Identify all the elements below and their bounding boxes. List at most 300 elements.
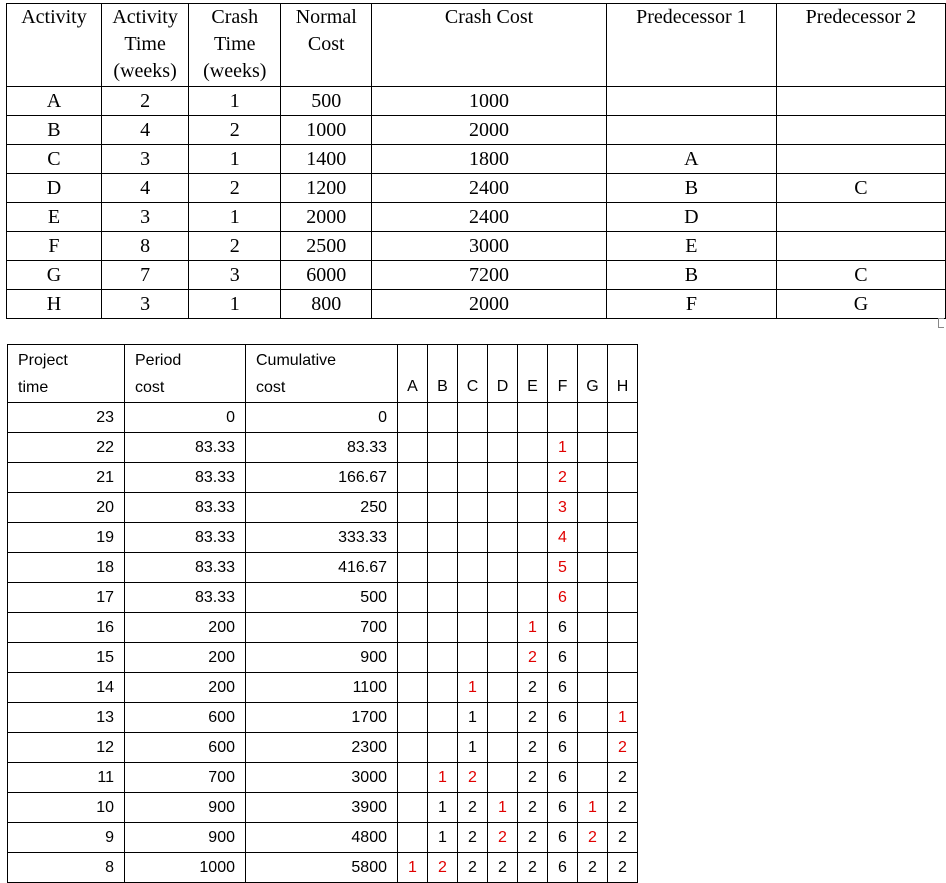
crash-weeks-cell: 6 xyxy=(548,703,578,733)
cumulative-cost-cell: 250 xyxy=(246,493,398,523)
crash-cost-cell: 2000 xyxy=(372,116,607,145)
crash-weeks-cell xyxy=(428,403,458,433)
activity-header-row xyxy=(7,4,946,87)
period-cost-cell: 200 xyxy=(125,673,246,703)
crash-weeks-cell xyxy=(578,523,608,553)
project-time-cell: 8 xyxy=(8,853,125,883)
crash-weeks-cell: 6 xyxy=(548,643,578,673)
crash-weeks-cell: 2 xyxy=(458,853,488,883)
period-cost-cell: 900 xyxy=(125,793,246,823)
project-time-cell: 12 xyxy=(8,733,125,763)
crash-weeks-cell xyxy=(578,553,608,583)
header-activity-c: C xyxy=(458,345,488,403)
table-row xyxy=(7,116,946,145)
crash-weeks-cell: 2 xyxy=(518,703,548,733)
crash-weeks-cell xyxy=(578,493,608,523)
activity-time-cell: 3 xyxy=(101,290,188,319)
crash-weeks-cell xyxy=(608,553,638,583)
crash-weeks-cell: 4 xyxy=(548,523,578,553)
predecessor-2-cell: G xyxy=(776,290,945,319)
activity-cell: H xyxy=(7,290,102,319)
cumulative-cost-cell: 5800 xyxy=(246,853,398,883)
normal-cost-cell: 500 xyxy=(281,87,372,116)
activity-time-cell: 2 xyxy=(101,87,188,116)
crash-weeks-cell xyxy=(428,553,458,583)
crash-weeks-cell: 5 xyxy=(548,553,578,583)
period-cost-cell: 83.33 xyxy=(125,463,246,493)
predecessor-2-cell: C xyxy=(776,174,945,203)
crash-cost-cell: 3000 xyxy=(372,232,607,261)
crash-weeks-cell xyxy=(608,493,638,523)
crash-weeks-cell xyxy=(488,493,518,523)
header-activity-e: E xyxy=(518,345,548,403)
cumulative-cost-cell: 4800 xyxy=(246,823,398,853)
crash-weeks-cell: 1 xyxy=(428,763,458,793)
project-time-cell: 21 xyxy=(8,463,125,493)
table-row xyxy=(7,145,946,174)
crash-weeks-cell xyxy=(458,583,488,613)
header-cumulative-cost-line: Cumulative xyxy=(256,352,337,369)
crash-time-cell: 2 xyxy=(189,116,281,145)
predecessor-2-cell xyxy=(776,232,945,261)
period-cost-cell: 900 xyxy=(125,823,246,853)
crash-weeks-cell xyxy=(518,403,548,433)
crash-time-cell: 3 xyxy=(189,261,281,290)
crash-weeks-cell xyxy=(608,523,638,553)
table-row xyxy=(8,553,638,583)
crash-time-cell: 1 xyxy=(189,290,281,319)
table-row xyxy=(7,290,946,319)
table-row xyxy=(8,673,638,703)
period-cost-cell: 83.33 xyxy=(125,523,246,553)
crash-weeks-cell: 2 xyxy=(488,823,518,853)
crash-weeks-cell: 1 xyxy=(548,433,578,463)
cumulative-cost-cell: 2300 xyxy=(246,733,398,763)
crash-weeks-cell xyxy=(428,703,458,733)
predecessor-2-cell xyxy=(776,116,945,145)
crash-weeks-cell: 1 xyxy=(428,823,458,853)
activity-cell: B xyxy=(7,116,102,145)
crash-weeks-cell xyxy=(488,643,518,673)
crash-weeks-cell xyxy=(488,433,518,463)
normal-cost-cell: 6000 xyxy=(281,261,372,290)
crash-weeks-cell xyxy=(428,583,458,613)
activity-time-cell: 4 xyxy=(101,116,188,145)
period-cost-cell: 83.33 xyxy=(125,553,246,583)
crash-weeks-cell xyxy=(488,763,518,793)
period-cost-cell: 600 xyxy=(125,703,246,733)
header-activity-time-line: Activity xyxy=(112,6,178,28)
header-crash-cost xyxy=(372,4,607,87)
crash-weeks-cell xyxy=(488,613,518,643)
header-predecessor-2-line: Predecessor 2 xyxy=(805,6,917,28)
crash-weeks-cell xyxy=(488,523,518,553)
crash-weeks-cell: 1 xyxy=(458,673,488,703)
table-row xyxy=(8,703,638,733)
crash-header-row xyxy=(8,345,638,403)
cumulative-cost-cell: 1700 xyxy=(246,703,398,733)
crash-weeks-cell: 2 xyxy=(518,733,548,763)
header-predecessor-1-line: Predecessor 1 xyxy=(636,6,747,28)
crash-cost-cell: 2000 xyxy=(372,290,607,319)
normal-cost-cell: 800 xyxy=(281,290,372,319)
crash-weeks-cell xyxy=(578,583,608,613)
predecessor-1-cell xyxy=(606,116,776,145)
header-activity-time-line: Time xyxy=(124,33,166,55)
activity-cell: F xyxy=(7,232,102,261)
crash-weeks-cell: 1 xyxy=(458,703,488,733)
crash-weeks-cell xyxy=(428,673,458,703)
crash-weeks-cell xyxy=(398,823,428,853)
crash-weeks-cell: 2 xyxy=(518,763,548,793)
crash-weeks-cell xyxy=(608,463,638,493)
header-crash-time-line: (weeks) xyxy=(203,60,267,82)
crash-weeks-cell xyxy=(458,403,488,433)
predecessor-1-cell: E xyxy=(606,232,776,261)
period-cost-cell: 83.33 xyxy=(125,493,246,523)
crash-weeks-cell: 1 xyxy=(518,613,548,643)
crash-weeks-cell xyxy=(398,583,428,613)
predecessor-2-cell xyxy=(776,203,945,232)
predecessor-2-cell xyxy=(776,145,945,174)
header-cumulative-cost xyxy=(246,345,398,403)
table-row xyxy=(7,261,946,290)
crash-weeks-cell: 2 xyxy=(548,463,578,493)
activity-table-body xyxy=(7,87,946,319)
crash-weeks-cell xyxy=(608,433,638,463)
crash-weeks-cell: 2 xyxy=(578,823,608,853)
crash-cost-cell: 1800 xyxy=(372,145,607,174)
period-cost-cell: 83.33 xyxy=(125,433,246,463)
crash-weeks-cell: 2 xyxy=(608,793,638,823)
crash-weeks-cell: 6 xyxy=(548,613,578,643)
table-row xyxy=(8,433,638,463)
header-activity-b: B xyxy=(428,345,458,403)
crash-cost-cell: 1000 xyxy=(372,87,607,116)
cumulative-cost-cell: 333.33 xyxy=(246,523,398,553)
crash-time-cell: 2 xyxy=(189,232,281,261)
header-project-time xyxy=(8,345,125,403)
crash-weeks-cell: 2 xyxy=(458,823,488,853)
crash-weeks-cell xyxy=(488,733,518,763)
crash-weeks-cell: 2 xyxy=(608,823,638,853)
normal-cost-cell: 2500 xyxy=(281,232,372,261)
crash-table-body xyxy=(8,403,638,883)
period-cost-cell: 600 xyxy=(125,733,246,763)
project-time-cell: 13 xyxy=(8,703,125,733)
crash-weeks-cell xyxy=(428,613,458,643)
period-cost-cell: 0 xyxy=(125,403,246,433)
cumulative-cost-cell: 3900 xyxy=(246,793,398,823)
crash-weeks-cell xyxy=(548,403,578,433)
cumulative-cost-cell: 3000 xyxy=(246,763,398,793)
crash-weeks-cell: 2 xyxy=(488,853,518,883)
crash-weeks-cell xyxy=(608,613,638,643)
crash-weeks-cell xyxy=(578,733,608,763)
header-crash-time-line: Crash xyxy=(211,6,259,28)
header-predecessor-1 xyxy=(606,4,776,87)
crash-weeks-cell xyxy=(398,793,428,823)
crash-weeks-cell: 6 xyxy=(548,583,578,613)
crash-weeks-cell: 2 xyxy=(518,823,548,853)
table-row xyxy=(8,523,638,553)
crash-weeks-cell: 1 xyxy=(488,793,518,823)
header-normal-cost xyxy=(281,4,372,87)
crash-time-cell: 1 xyxy=(189,203,281,232)
crash-cost-cell: 2400 xyxy=(372,174,607,203)
crash-weeks-cell xyxy=(518,523,548,553)
crash-weeks-cell xyxy=(578,433,608,463)
table-row xyxy=(8,463,638,493)
table-row xyxy=(8,403,638,433)
activity-cell: C xyxy=(7,145,102,174)
crash-cost-cell: 2400 xyxy=(372,203,607,232)
period-cost-cell: 200 xyxy=(125,643,246,673)
crash-weeks-cell: 6 xyxy=(548,673,578,703)
crash-weeks-cell xyxy=(398,733,428,763)
project-time-cell: 23 xyxy=(8,403,125,433)
header-activity-time-line: (weeks) xyxy=(113,60,177,82)
crash-weeks-cell: 6 xyxy=(548,823,578,853)
crash-weeks-cell xyxy=(578,403,608,433)
normal-cost-cell: 1000 xyxy=(281,116,372,145)
table-row xyxy=(8,733,638,763)
crash-weeks-cell: 2 xyxy=(518,673,548,703)
crash-weeks-cell xyxy=(428,643,458,673)
crash-weeks-cell xyxy=(488,673,518,703)
crash-weeks-cell xyxy=(608,643,638,673)
normal-cost-cell: 1400 xyxy=(281,145,372,174)
header-normal-cost-line: Cost xyxy=(307,33,345,55)
crash-weeks-cell xyxy=(458,433,488,463)
crash-weeks-cell xyxy=(398,613,428,643)
activity-table-header xyxy=(7,4,946,87)
project-time-cell: 22 xyxy=(8,433,125,463)
header-period-cost-line: cost xyxy=(135,379,165,396)
crash-weeks-cell: 1 xyxy=(398,853,428,883)
crash-weeks-cell xyxy=(578,613,608,643)
crash-weeks-cell xyxy=(488,553,518,583)
header-project-time-line: Project xyxy=(18,352,68,369)
crash-weeks-cell xyxy=(398,553,428,583)
crash-weeks-cell xyxy=(428,733,458,763)
table-row xyxy=(7,232,946,261)
header-predecessor-2 xyxy=(776,4,945,87)
activity-cell: A xyxy=(7,87,102,116)
cumulative-cost-cell: 0 xyxy=(246,403,398,433)
period-cost-cell: 1000 xyxy=(125,853,246,883)
crash-weeks-cell xyxy=(398,673,428,703)
table-row xyxy=(8,643,638,673)
project-time-cell: 16 xyxy=(8,613,125,643)
header-activity-d: D xyxy=(488,345,518,403)
header-period-cost xyxy=(125,345,246,403)
cumulative-cost-cell: 83.33 xyxy=(246,433,398,463)
header-activity-f: F xyxy=(548,345,578,403)
crash-weeks-cell xyxy=(608,673,638,703)
crash-weeks-cell xyxy=(488,583,518,613)
crash-weeks-cell: 2 xyxy=(428,853,458,883)
crash-weeks-cell xyxy=(518,433,548,463)
crash-weeks-cell xyxy=(518,493,548,523)
crash-weeks-cell: 2 xyxy=(608,733,638,763)
crash-weeks-cell: 2 xyxy=(458,763,488,793)
cumulative-cost-cell: 1100 xyxy=(246,673,398,703)
crash-weeks-cell: 2 xyxy=(518,793,548,823)
crash-weeks-cell: 6 xyxy=(548,733,578,763)
cumulative-cost-cell: 416.67 xyxy=(246,553,398,583)
crash-weeks-cell xyxy=(458,493,488,523)
header-activity-time xyxy=(101,4,188,87)
crash-weeks-cell xyxy=(398,643,428,673)
crash-weeks-cell: 2 xyxy=(458,793,488,823)
crash-weeks-cell xyxy=(578,643,608,673)
crash-weeks-cell: 6 xyxy=(548,853,578,883)
crash-weeks-cell xyxy=(578,703,608,733)
activity-cell: E xyxy=(7,203,102,232)
table-row xyxy=(8,583,638,613)
crash-weeks-cell xyxy=(488,703,518,733)
predecessor-1-cell: D xyxy=(606,203,776,232)
crash-weeks-cell: 1 xyxy=(608,703,638,733)
project-time-cell: 17 xyxy=(8,583,125,613)
normal-cost-cell: 2000 xyxy=(281,203,372,232)
project-time-cell: 9 xyxy=(8,823,125,853)
crash-weeks-cell: 6 xyxy=(548,763,578,793)
period-cost-cell: 83.33 xyxy=(125,583,246,613)
table-row xyxy=(8,613,638,643)
table-row xyxy=(8,823,638,853)
header-cumulative-cost-line: cost xyxy=(256,379,286,396)
crash-weeks-cell xyxy=(398,523,428,553)
project-time-cell: 19 xyxy=(8,523,125,553)
crash-weeks-cell xyxy=(398,433,428,463)
activity-cell: G xyxy=(7,261,102,290)
header-activity-line: Activity xyxy=(21,6,87,28)
crash-weeks-cell xyxy=(488,403,518,433)
crash-weeks-cell: 2 xyxy=(578,853,608,883)
table-row xyxy=(8,493,638,523)
table-row xyxy=(7,87,946,116)
normal-cost-cell: 1200 xyxy=(281,174,372,203)
predecessor-1-cell: F xyxy=(606,290,776,319)
predecessor-1-cell: A xyxy=(606,145,776,174)
crash-weeks-cell: 1 xyxy=(428,793,458,823)
crash-weeks-cell xyxy=(578,763,608,793)
crash-weeks-cell xyxy=(458,523,488,553)
cumulative-cost-cell: 166.67 xyxy=(246,463,398,493)
project-time-cell: 11 xyxy=(8,763,125,793)
crash-weeks-cell xyxy=(518,553,548,583)
project-time-cell: 18 xyxy=(8,553,125,583)
header-activity-h: H xyxy=(608,345,638,403)
cumulative-cost-cell: 900 xyxy=(246,643,398,673)
crash-time-cell: 1 xyxy=(189,87,281,116)
header-activity-a: A xyxy=(398,345,428,403)
crash-weeks-cell xyxy=(398,493,428,523)
crash-weeks-cell xyxy=(458,643,488,673)
crash-weeks-cell xyxy=(458,613,488,643)
crash-weeks-cell xyxy=(608,583,638,613)
activity-time-cell: 3 xyxy=(101,145,188,174)
crash-weeks-cell: 3 xyxy=(548,493,578,523)
predecessor-1-cell xyxy=(606,87,776,116)
crash-weeks-cell xyxy=(518,463,548,493)
predecessor-1-cell: B xyxy=(606,174,776,203)
crash-weeks-cell xyxy=(458,553,488,583)
activity-time-cell: 8 xyxy=(101,232,188,261)
crash-weeks-cell: 2 xyxy=(518,853,548,883)
predecessor-1-cell: B xyxy=(606,261,776,290)
table-row xyxy=(8,853,638,883)
crash-weeks-cell xyxy=(428,523,458,553)
project-time-cell: 20 xyxy=(8,493,125,523)
cumulative-cost-cell: 700 xyxy=(246,613,398,643)
crash-table-header xyxy=(8,345,638,403)
header-activity xyxy=(7,4,102,87)
header-crash-time xyxy=(189,4,281,87)
period-cost-cell: 700 xyxy=(125,763,246,793)
crash-weeks-cell: 1 xyxy=(578,793,608,823)
project-time-cell: 10 xyxy=(8,793,125,823)
crash-weeks-cell xyxy=(428,433,458,463)
crash-weeks-cell: 2 xyxy=(518,643,548,673)
crash-weeks-cell xyxy=(398,463,428,493)
crash-weeks-cell xyxy=(608,403,638,433)
activity-time-cell: 7 xyxy=(101,261,188,290)
table-row xyxy=(7,174,946,203)
header-activity-g: G xyxy=(578,345,608,403)
period-cost-cell: 200 xyxy=(125,613,246,643)
crash-schedule-table xyxy=(7,344,638,883)
crash-weeks-cell xyxy=(578,463,608,493)
header-normal-cost-line: Normal xyxy=(295,6,357,28)
crash-weeks-cell xyxy=(398,703,428,733)
header-crash-cost-line: Crash Cost xyxy=(444,6,534,28)
crash-cost-cell: 7200 xyxy=(372,261,607,290)
predecessor-2-cell: C xyxy=(776,261,945,290)
crash-time-cell: 2 xyxy=(189,174,281,203)
stray-bracket-mark xyxy=(938,318,944,328)
header-period-cost-line: Period xyxy=(135,352,182,369)
project-time-cell: 14 xyxy=(8,673,125,703)
table-row xyxy=(7,203,946,232)
crash-weeks-cell: 2 xyxy=(608,763,638,793)
crash-time-cell: 1 xyxy=(189,145,281,174)
header-project-time-line: time xyxy=(18,379,49,396)
crash-weeks-cell xyxy=(458,463,488,493)
crash-weeks-cell: 6 xyxy=(548,793,578,823)
activity-table xyxy=(6,3,946,319)
crash-weeks-cell xyxy=(428,463,458,493)
predecessor-2-cell xyxy=(776,87,945,116)
crash-weeks-cell xyxy=(428,493,458,523)
activity-cell: D xyxy=(7,174,102,203)
activity-time-cell: 4 xyxy=(101,174,188,203)
header-crash-time-line: Time xyxy=(214,33,256,55)
crash-weeks-cell xyxy=(488,463,518,493)
activity-time-cell: 3 xyxy=(101,203,188,232)
crash-weeks-cell xyxy=(578,673,608,703)
table-row xyxy=(8,793,638,823)
crash-weeks-cell: 1 xyxy=(458,733,488,763)
crash-weeks-cell xyxy=(398,403,428,433)
crash-weeks-cell xyxy=(398,763,428,793)
crash-weeks-cell: 2 xyxy=(608,853,638,883)
crash-weeks-cell xyxy=(518,583,548,613)
cumulative-cost-cell: 500 xyxy=(246,583,398,613)
project-time-cell: 15 xyxy=(8,643,125,673)
